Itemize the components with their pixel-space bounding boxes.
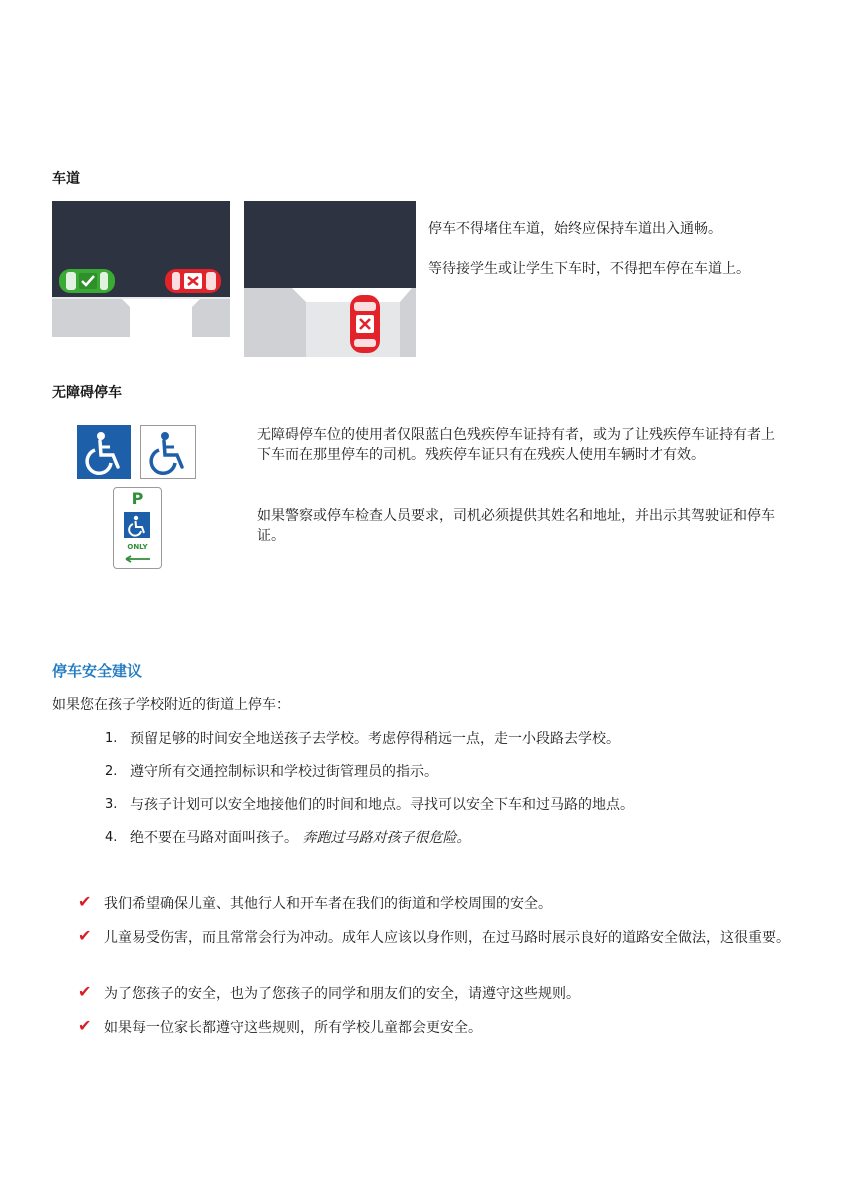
parking-p-letter: P — [131, 489, 144, 508]
list-item-text: 绝不要在马路对面叫孩子。 — [130, 830, 298, 846]
wheelchair-sign-blue-icon — [77, 425, 131, 479]
bullet-text: 儿童易受伤害，而且常常会行为冲动。成年人应该以身作则，在过马路时展示良好的道路安全做法，这很重要。 — [104, 930, 790, 946]
list-item — [130, 828, 470, 848]
check-icon: ✔ — [78, 982, 92, 1001]
red-car-in-driveway-icon — [348, 294, 382, 354]
list-number: 1. — [105, 731, 118, 746]
bullet-text: 为了您孩子的安全，也为了您孩子的同学和朋友们的安全，请遵守这些规则。 — [104, 986, 580, 1002]
section-title-accessible: 无障碍停车 — [52, 385, 122, 401]
check-icon: ✔ — [78, 892, 92, 911]
driveway-figure-street — [52, 201, 230, 337]
section-title-tips: 停车安全建议 — [52, 662, 143, 680]
list-item: 遵守所有交通控制标识和学校过街管理员的指示。 — [130, 764, 438, 780]
list-item: 与孩子计划可以安全地接他们的时间和地点。寻找可以安全下车和过马路的地点。 — [130, 797, 634, 813]
driveway-curb — [244, 288, 416, 357]
bullet-text: 我们希望确保儿童、其他行人和开车者在我们的街道和学校周围的安全。 — [104, 896, 552, 912]
section-title-driveway: 车道 — [52, 171, 80, 187]
driveway-figure-inside — [244, 201, 416, 357]
only-label: ONLY — [127, 543, 148, 551]
left-arrow-icon — [124, 555, 152, 563]
list-item: 预留足够的时间安全地送孩子去学校。考虑停得稍远一点，走一小段路去学校。 — [130, 731, 620, 747]
green-car-icon — [58, 267, 116, 295]
curb-with-driveway — [52, 297, 230, 337]
small-wheelchair-icon — [124, 512, 150, 538]
driveway-paragraph-2: 等待接学生或让学生下车时，不得把车停在车道上。 — [428, 261, 750, 277]
road-surface — [244, 201, 416, 288]
driveway-paragraph-1: 停车不得堵住车道，始终应保持车道出入通畅。 — [428, 221, 722, 237]
list-number: 4. — [105, 830, 118, 845]
list-number: 2. — [105, 764, 118, 779]
accessible-paragraph-1: 无障碍停车位的使用者仅限蓝白色残疾停车证持有者，或为了让残疾停车证持有者上下车而在那里停车的司机。残疾停车证只有在残疾人使用车辆时才有效。 — [257, 427, 775, 463]
check-icon: ✔ — [78, 1016, 92, 1035]
accessible-paragraph-2: 如果警察或停车检查人员要求，司机必须提供其姓名和地址，并出示其驾驶证和停车证。 — [257, 508, 775, 544]
check-icon: ✔ — [78, 926, 92, 945]
wheelchair-sign-white-icon — [140, 425, 196, 479]
bullet-text: 如果每一位家长都遵守这些规则，所有学校儿童都会更安全。 — [104, 1020, 482, 1036]
accessible-parking-sign — [113, 487, 162, 569]
tips-intro: 如果您在孩子学校附近的街道上停车： — [52, 697, 290, 713]
list-item-emphasis: 奔跑过马路对孩子很危险。 — [302, 830, 471, 846]
list-number: 3. — [105, 797, 118, 812]
red-car-blocking-icon — [164, 267, 222, 295]
